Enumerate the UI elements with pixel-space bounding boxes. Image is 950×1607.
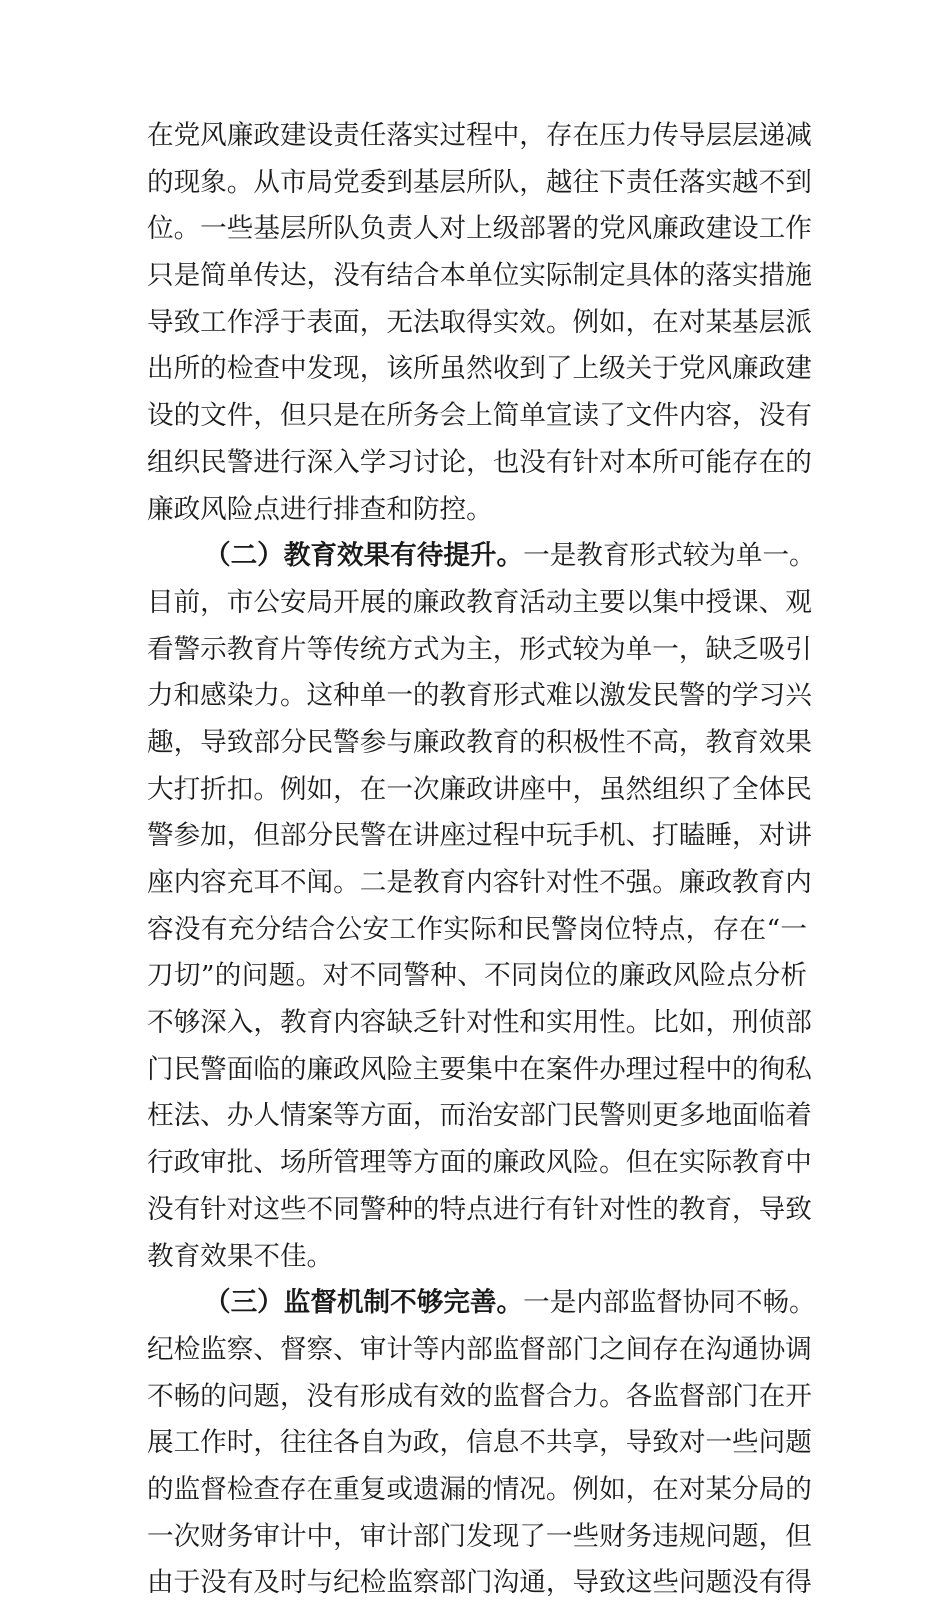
- text-line: 教育效果不佳。: [147, 1240, 334, 1272]
- text-line: 没有针对这些不同警种的特点进行有针对性的教育，导致: [147, 1193, 812, 1225]
- text-line: 纪检监察、督察、审计等内部监督部门之间存在沟通协调: [147, 1333, 812, 1365]
- paragraph-2: [147, 533, 816, 1280]
- text-line: 刀切”的问题。对不同警种、不同岗位的廉政风险点分析: [147, 960, 807, 992]
- text-line: 警参加，但部分民警在讲座过程中玩手机、打瞌睡，对讲: [147, 820, 812, 852]
- text-line: 展工作时，往往各自为政，信息不共享，导致对一些问题: [147, 1427, 812, 1459]
- text-line: 枉法、办人情案等方面，而治安部门民警则更多地面临着: [147, 1100, 812, 1132]
- text-line: 的现象。从市局党委到基层所队，越往下责任落实越不到: [147, 166, 812, 198]
- paragraph-1: [147, 113, 812, 533]
- text-line: 位。一些基层所队负责人对上级部署的党风廉政建设工作: [147, 213, 812, 245]
- text-line: 只是简单传达，没有结合本单位实际制定具体的落实措施: [147, 260, 812, 292]
- text-line: 门民警面临的廉政风险主要集中在案件办理过程中的徇私: [147, 1053, 812, 1085]
- text-line: 在党风廉政建设责任落实过程中，存在压力传导层层递减: [147, 120, 812, 151]
- text-line: 一次财务审计中，审计部门发现了一些财务违规问题，但: [147, 1520, 812, 1552]
- text-line: 出所的检查中发现，该所虽然收到了上级关于党风廉政建: [147, 353, 812, 385]
- text-line: 行政审批、场所管理等方面的廉政风险。但在实际教育中: [147, 1147, 812, 1179]
- text-line: 导致工作浮于表面，无法取得实效。例如，在对某基层派: [147, 306, 812, 338]
- section-heading: （二）教育效果有待提升。: [204, 540, 524, 572]
- section-heading: （三）监督机制不够完善。: [204, 1287, 524, 1319]
- text-run: 一是内部监督协同不畅。: [523, 1287, 816, 1319]
- text-line: 看警示教育片等传统方式为主，形式较为单一，缺乏吸引: [147, 633, 812, 665]
- text-line: 廉政风险点进行排查和防控。: [147, 493, 493, 525]
- text-line: 目前，市公安局开展的廉政教育活动主要以集中授课、观: [147, 586, 812, 618]
- text-line: 不够深入，教育内容缺乏针对性和实用性。比如，刑侦部: [147, 1007, 812, 1039]
- text-line: 趣，导致部分民警参与廉政教育的积极性不高，教育效果: [147, 726, 812, 758]
- text-line: 容没有充分结合公安工作实际和民警岗位特点，存在“一: [147, 913, 807, 945]
- document-body: [147, 113, 816, 1607]
- paragraph-3: [147, 1280, 816, 1607]
- text-line: 座内容充耳不闻。二是教育内容针对性不强。廉政教育内: [147, 867, 812, 898]
- text-line: 力和感染力。这种单一的教育形式难以激发民警的学习兴: [147, 680, 812, 712]
- text-line: 的监督检查存在重复或遗漏的情况。例如，在对某分局的: [147, 1473, 812, 1505]
- text-line: 设的文件，但只是在所务会上简单宣读了文件内容，没有: [147, 400, 812, 432]
- paragraph-first-line: [147, 533, 816, 580]
- text-line: 大打折扣。例如，在一次廉政讲座中，虽然组织了全体民: [147, 773, 812, 805]
- text-line: 由于没有及时与纪检监察部门沟通，导致这些问题没有得: [147, 1567, 812, 1599]
- text-run: 一是教育形式较为单一。: [523, 540, 816, 572]
- paragraph-first-line: [147, 1280, 816, 1327]
- text-line: 组织民警进行深入学习讨论，也没有针对本所可能存在的: [147, 446, 812, 478]
- text-line: 不畅的问题，没有形成有效的监督合力。各监督部门在开: [147, 1380, 812, 1412]
